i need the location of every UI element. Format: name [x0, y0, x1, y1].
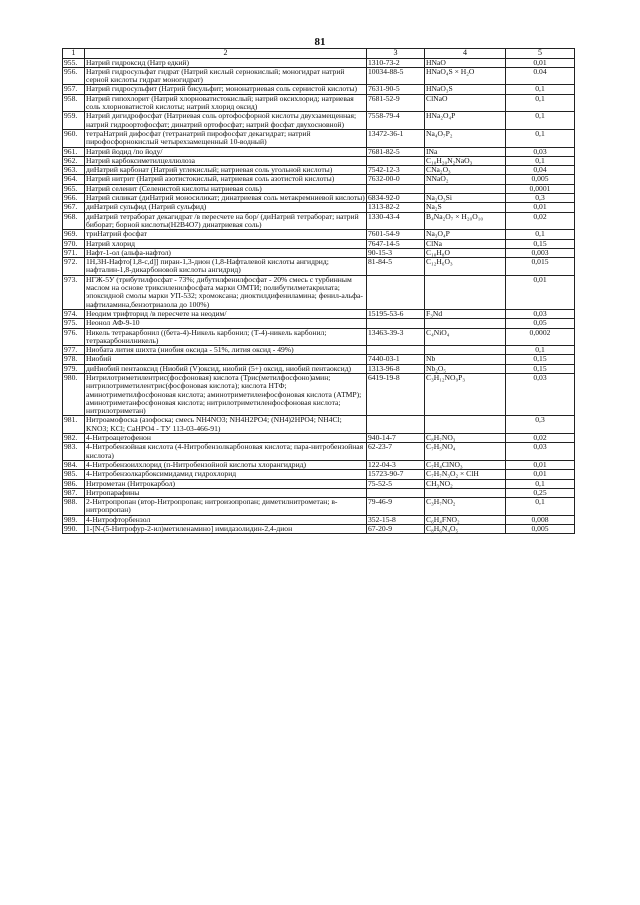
row-number: 975. — [63, 319, 85, 328]
row-number: 962. — [63, 156, 85, 165]
substance-name: 4-Нитробензоилхлорид (п-Нитробензойной кислоты хлорангидрид) — [85, 460, 367, 469]
row-number: 968. — [63, 212, 85, 230]
cas-number: 81-84-5 — [367, 258, 425, 276]
cas-number: 7681-52-9 — [367, 94, 425, 112]
table-row — [63, 184, 575, 193]
chemical-formula — [425, 488, 506, 497]
chemical-formula: B₄Na₂O₇ × H₂₀O₁₀ — [425, 212, 506, 230]
cas-number: 15723-90-7 — [367, 470, 425, 479]
chemical-formula: C₆H₄FNO₂ — [425, 515, 506, 524]
chemical-formula: CH₃NO₂ — [425, 479, 506, 488]
chemical-formula: Na₄O₇P₂ — [425, 129, 506, 147]
chemical-formula: ClNa — [425, 239, 506, 248]
cas-number: 13472-36-1 — [367, 129, 425, 147]
limit-value: 0,01 — [506, 470, 575, 479]
cas-number — [367, 319, 425, 328]
table-row — [63, 275, 575, 309]
chemical-formula: C₁₀H₂₀N₂NaO₃ — [425, 156, 506, 165]
substance-name: триНатрий фосфат — [85, 230, 367, 239]
cas-number: 1313-96-8 — [367, 364, 425, 373]
limit-value: 0,3 — [506, 416, 575, 434]
table-header-row — [63, 49, 575, 59]
chemical-formula: C₇H₄ClNO₃ — [425, 460, 506, 469]
cas-number — [367, 488, 425, 497]
table-row — [63, 328, 575, 346]
cas-number — [367, 184, 425, 193]
limit-value: 0,005 — [506, 175, 575, 184]
row-number: 969. — [63, 230, 85, 239]
cas-number: 67-20-9 — [367, 525, 425, 534]
cas-number — [367, 416, 425, 434]
table-row — [63, 309, 575, 318]
substance-name: 4-Нитроацетофенон — [85, 434, 367, 443]
substance-name: 1Н,3Н-Нафто[1,8-c,d]] пиран-1,3-дион (1,8-Нафталевой кислоты ангидрид; нафталин-1,8-дикарбоновой кислоты ангидрид) — [85, 258, 367, 276]
table-row — [63, 230, 575, 239]
chemical-formula: ClNaO — [425, 94, 506, 112]
substance-name: НГЖ-5У (трибутилфосфат - 73%; дибутилфенилфосфат - 20% смесь с турбинным маслом на основе триксиленилфосфата марки ОМТИ; полибутилметакрилата; эпоксидной смолы марки УП-532; хромоксана; диоктилдифениламина; фенил-альфа-нафтиламина,бензотриазола до 100%) — [85, 275, 367, 309]
substance-name: диНатрий тетраборат декагидрат /в пересчете на бор/ (диНатрий тетраборат; натрий биборат; борной кислоты(Н2В4О7) динатриевая соль) — [85, 212, 367, 230]
substance-name: Неодим трифторид /в пересчете на неодим/ — [85, 309, 367, 318]
table-row — [63, 498, 575, 516]
cas-number: 7542-12-3 — [367, 166, 425, 175]
row-number: 977. — [63, 346, 85, 355]
limit-value: 0,01 — [506, 203, 575, 212]
limit-value: 0,005 — [506, 525, 575, 534]
row-number: 957. — [63, 85, 85, 94]
cas-number: 122-04-3 — [367, 460, 425, 469]
cas-number: 7631-90-5 — [367, 85, 425, 94]
chemical-formula: INa — [425, 147, 506, 156]
chemical-formula: C₁₀H₈O — [425, 248, 506, 257]
chemical-formula: HNaO — [425, 58, 506, 67]
substance-name: Натрий гипохлорит (Натрий хлорноватистокислый; натрий оксихлорид; натриевая соль хлорноватистой кислоты; натрий хлорид оксид) — [85, 94, 367, 112]
row-number: 982. — [63, 434, 85, 443]
table-row — [63, 460, 575, 469]
table-row — [63, 85, 575, 94]
row-number: 984. — [63, 460, 85, 469]
cas-number: 1313-82-2 — [367, 203, 425, 212]
limit-value: 0,01 — [506, 460, 575, 469]
cas-number: 940-14-7 — [367, 434, 425, 443]
limit-value: 0,1 — [506, 230, 575, 239]
row-number: 981. — [63, 416, 85, 434]
table-row — [63, 470, 575, 479]
cas-number: 15195-53-6 — [367, 309, 425, 318]
limit-value: 0,0001 — [506, 184, 575, 193]
chemical-formula: Nb — [425, 355, 506, 364]
limit-value: 0,02 — [506, 212, 575, 230]
row-number: 988. — [63, 498, 85, 516]
substance-name: диНиобий пентаоксид (Ниобий (V)оксид, ниобий (5+) оксид, ниобий пентаоксид) — [85, 364, 367, 373]
limit-value: 0,01 — [506, 58, 575, 67]
row-number: 971. — [63, 248, 85, 257]
row-number: 956. — [63, 67, 85, 85]
limit-value: 0,03 — [506, 373, 575, 415]
row-number: 987. — [63, 488, 85, 497]
table-row — [63, 248, 575, 257]
cas-number: 7632-00-0 — [367, 175, 425, 184]
cas-number: 7647-14-5 — [367, 239, 425, 248]
chemical-formula: Na₂S — [425, 203, 506, 212]
row-number: 985. — [63, 470, 85, 479]
substance-name: Ниобий — [85, 355, 367, 364]
cas-number: 352-15-8 — [367, 515, 425, 524]
table-row — [63, 67, 575, 85]
cas-number: 7601-54-9 — [367, 230, 425, 239]
row-number: 964. — [63, 175, 85, 184]
limit-value: 0,01 — [506, 275, 575, 309]
row-number: 976. — [63, 328, 85, 346]
substance-name: Нитроамофоска (азофоска; смесь NH4NO3; NH4H2PO4; (NH4)2HPO4; NH4Cl; KNO3; KCl; CaHPO4 - ТУ 113-03-466-91) — [85, 416, 367, 434]
limit-value: 0,15 — [506, 364, 575, 373]
substance-name: диНатрий карбонат (Натрий углекислый; натриевая соль угольной кислоты) — [85, 166, 367, 175]
cas-number: 1310-73-2 — [367, 58, 425, 67]
chemical-formula — [425, 184, 506, 193]
table-row — [63, 355, 575, 364]
table-row — [63, 258, 575, 276]
limit-value: 0,1 — [506, 156, 575, 165]
cas-number: 1330-43-4 — [367, 212, 425, 230]
chemical-formula: F₃Nd — [425, 309, 506, 318]
chemical-formula — [425, 319, 506, 328]
table-row — [63, 346, 575, 355]
row-number: 989. — [63, 515, 85, 524]
table-row — [63, 319, 575, 328]
row-number: 958. — [63, 94, 85, 112]
column-header-value: 5 — [506, 49, 575, 59]
cas-number: 75-52-5 — [367, 479, 425, 488]
row-number: 967. — [63, 203, 85, 212]
cas-number: 7681-82-5 — [367, 147, 425, 156]
limit-value: 0,1 — [506, 346, 575, 355]
limit-value: 0,1 — [506, 498, 575, 516]
table-row — [63, 147, 575, 156]
limit-value: 0,1 — [506, 94, 575, 112]
substance-name: 1-[N-(5-Нитрофур-2-ил)метиленамино] имидазолидин-2,4-дион — [85, 525, 367, 534]
limit-value: 0,1 — [506, 85, 575, 94]
column-header-cas: 3 — [367, 49, 425, 59]
cas-number — [367, 346, 425, 355]
table-row — [63, 515, 575, 524]
cas-number: 90-15-3 — [367, 248, 425, 257]
limit-value: 0,05 — [506, 319, 575, 328]
substance-name: Натрий карбоксиметилцеллюлоза — [85, 156, 367, 165]
substance-name: Неонол АФ-9-10 — [85, 319, 367, 328]
row-number: 990. — [63, 525, 85, 534]
chemical-formula: C₇H₇N₃O₂ × ClH — [425, 470, 506, 479]
limit-value: 0,03 — [506, 309, 575, 318]
chemical-formula — [425, 416, 506, 434]
table-row — [63, 443, 575, 461]
substance-name: Натрий силикат (диНатрий моносиликат; динатриевая соль метакремниевой кислоты) — [86, 193, 365, 203]
chemical-formula: C₃H₁₂NO₉P₃ — [425, 373, 506, 415]
substance-name: 4-Нитрофторбензол — [85, 515, 367, 524]
substance-name: Натрий хлорид — [85, 239, 367, 248]
limit-value: 0,1 — [506, 112, 575, 130]
limit-value: 0,003 — [506, 248, 575, 257]
table-row — [63, 58, 575, 67]
limit-value: 0,008 — [506, 515, 575, 524]
table-row — [63, 175, 575, 184]
table-row — [63, 166, 575, 175]
column-header-number: 1 — [63, 49, 85, 59]
row-number: 978. — [63, 355, 85, 364]
row-number: 970. — [63, 239, 85, 248]
page-number: 81 — [314, 36, 326, 48]
substance-name: Ниобата лития шихта (ниобия оксида - 51%, лития оксид - 49%) — [85, 346, 367, 355]
chemical-formula: HNaO₃S — [425, 85, 506, 94]
substance-name: 2-Нитропропан (втор-Нитропропан; нитроизопропан; диметилнитрометан; в-нитропропан) — [85, 498, 367, 516]
row-number: 965. — [63, 184, 85, 193]
row-number: 979. — [63, 364, 85, 373]
substance-name: Нитрилотриметилентрис(фосфоновая) кислота (Трис(метилфосфоно)амин; нитрилотриметилентрис(фосфоновая кислота); кислота НТФ; аминотриметилфосфоновая кислота; аминотриметиленфосфоновая кислота (АТМР); аминотриметанфосфоновая кислота; нитрилотриметиленфосфоновая кислота; нитрилотриметан) — [85, 373, 367, 415]
chemical-formula: C₄NiO₄ — [425, 328, 506, 346]
substance-name: Натрий нитрит (Натрий азотистокислый, натриевая соль азотистой кислоты) — [85, 175, 367, 184]
limit-value: 0.04 — [506, 67, 575, 85]
chemical-formula — [425, 275, 506, 309]
substance-name: Натрий йодид /по йоду/ — [85, 147, 367, 156]
table-row — [63, 156, 575, 165]
cas-number: 62-23-7 — [367, 443, 425, 461]
row-number: 959. — [63, 112, 85, 130]
substance-name: Натрий гидросульфит (Натрий бисульфит; мононатриевая соль сернистой кислоты) — [85, 85, 367, 94]
chemical-formula: Nb₂O₅ — [425, 364, 506, 373]
substance-name: Натрий гидроксид (Натр едкий) — [85, 58, 367, 67]
substance-name: 4-Нитробензолкарбоксимидамид гидрохлорид — [85, 470, 367, 479]
table-row — [63, 488, 575, 497]
row-number: 986. — [63, 479, 85, 488]
substance-name: Никель тетракарбонил ((бета-4)-Никель карбонил; (Т-4)-никель карбонил; тетракарбонилникель) — [85, 328, 367, 346]
table-row — [63, 434, 575, 443]
table-row — [63, 525, 575, 534]
substance-name: Натрий селенит (Селенистой кислоты натриевая соль) — [85, 184, 367, 193]
table-row — [63, 112, 575, 130]
limit-value: 0,03 — [506, 147, 575, 156]
cas-number: 10034-88-5 — [367, 67, 425, 85]
cas-number: 7440-03-1 — [367, 355, 425, 364]
table-row — [63, 373, 575, 415]
limit-value: 0,04 — [506, 166, 575, 175]
table-row — [63, 416, 575, 434]
limit-value: 0,015 — [506, 258, 575, 276]
limit-value: 0,25 — [506, 488, 575, 497]
chemical-formula: HNaO₄S × H₂O — [425, 67, 506, 85]
chemical-formula: C₇H₅NO₄ — [425, 443, 506, 461]
table-row — [63, 479, 575, 488]
row-number: 972. — [63, 258, 85, 276]
chemical-formula: Na₂O₃Si — [425, 194, 506, 203]
chemical-formula: Na₃O₄P — [425, 230, 506, 239]
chemical-formula: NNaO₂ — [425, 175, 506, 184]
limit-value: 0,03 — [506, 443, 575, 461]
chemical-formula: C₈H₆N₄O₅ — [425, 525, 506, 534]
chemical-formula: C₈H₇NO₃ — [425, 434, 506, 443]
chemical-formula — [425, 346, 506, 355]
substance-name: 4-Нитробензойная кислота (4-Нитробензолкарбоновая кислота; пара-нитробензойная кислота) — [85, 443, 367, 461]
row-number: 961. — [63, 147, 85, 156]
limit-value: 0,15 — [506, 355, 575, 364]
cas-number: 6834-92-0 — [367, 194, 425, 203]
row-number: 963. — [63, 166, 85, 175]
table-row — [63, 129, 575, 147]
cas-number: 13463-39-3 — [367, 328, 425, 346]
limit-value: 0,3 — [506, 194, 575, 203]
row-number: 974. — [63, 309, 85, 318]
cas-number — [367, 156, 425, 165]
table-row — [63, 194, 575, 203]
limit-value: 0,1 — [506, 129, 575, 147]
chemical-formula: HNa₂O₄P — [425, 112, 506, 130]
substance-name: Натрий дигидрофосфат (Натриевая соль ортофосфорной кислоты двухзамещенная; натрий гидроортофосфат; динатрий ортофосфат; натрий фосфат двухосновной) — [85, 112, 367, 130]
substance-name: Нитропарафины — [85, 488, 367, 497]
table-row — [63, 203, 575, 212]
substance-name: Натрий гидросульфат гидрат (Натрий кислый сернокислый; моногидрат натрий серной кислоты гидрат моногидрат) — [85, 67, 367, 85]
row-number: 966. — [63, 194, 85, 203]
limit-value: 0,02 — [506, 434, 575, 443]
column-header-formula: 4 — [425, 49, 506, 59]
cas-number: 7558-79-4 — [367, 112, 425, 130]
table-row — [63, 239, 575, 248]
row-number: 983. — [63, 443, 85, 461]
cas-number: 6419-19-8 — [367, 373, 425, 415]
chemical-formula: C₃H₇NO₂ — [425, 498, 506, 516]
chemical-formula: CNa₂O₃ — [425, 166, 506, 175]
limit-value: 0,15 — [506, 239, 575, 248]
substance-name: Нафт-1-ол (альфа-нафтол) — [85, 248, 367, 257]
row-number: 960. — [63, 129, 85, 147]
cas-number: 79-46-9 — [367, 498, 425, 516]
column-header-name: 2 — [85, 49, 367, 59]
table-row — [63, 364, 575, 373]
substance-name: Нитрометан (Нитрокарбол) — [85, 479, 367, 488]
substance-name: тетраНатрий дифосфат (тетранатрий пирофосфат декагидрат; натрий пирофосфорнокислый четырехзамещенный 10-водный) — [85, 129, 367, 147]
table-row — [63, 94, 575, 112]
substances-table — [62, 48, 575, 534]
limit-value: 0,0002 — [506, 328, 575, 346]
row-number: 980. — [63, 373, 85, 415]
table-row — [63, 212, 575, 230]
cas-number — [367, 275, 425, 309]
row-number: 955. — [63, 58, 85, 67]
substance-name: диНатрий сульфид (Натрий сульфид) — [85, 203, 367, 212]
chemical-formula: C₁₂H₆O₃ — [425, 258, 506, 276]
row-number: 973. — [63, 275, 85, 309]
limit-value: 0,1 — [506, 479, 575, 488]
